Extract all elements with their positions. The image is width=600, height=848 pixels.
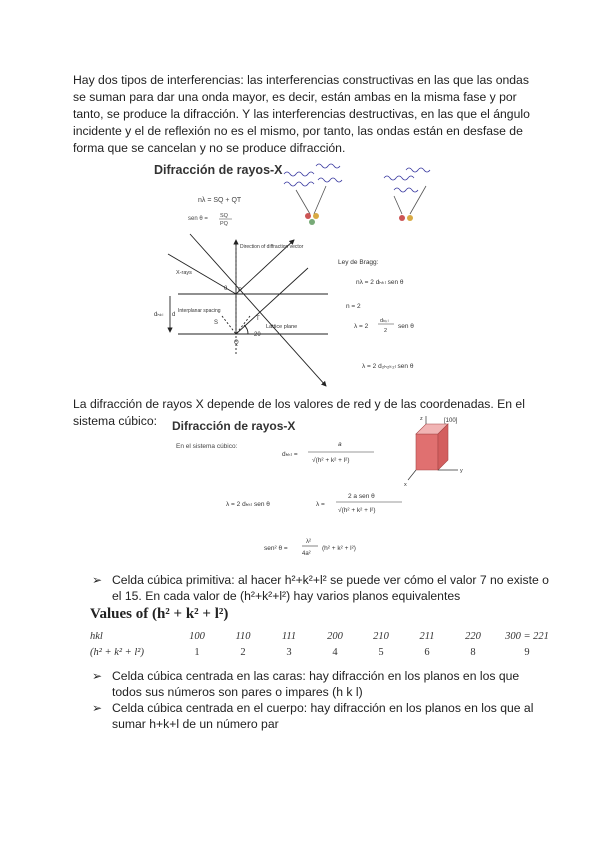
bullet-bcc [92,700,552,732]
sen-lhs: sen² θ = [264,545,288,552]
row2-label: (h² + k² + l²) [90,646,144,658]
table-cell: 211 [419,630,435,642]
table-cell: 2 [240,646,246,658]
table-cell: 110 [235,630,251,642]
table-cell: 1 [194,646,200,658]
wave-sketch-right [384,168,430,214]
row1-label: hkl [90,630,103,642]
cubic-figure [168,414,478,564]
axis-y: y [460,468,463,474]
cube-diagram [408,416,458,480]
table-cell: 5 [378,646,384,658]
table-cell: 8 [470,646,476,658]
lambda-eq-num: dₕₖₗ [380,318,389,324]
values-table [90,628,558,660]
bullet-arrow-icon: ➢ [92,701,103,715]
label-P: P [238,288,243,294]
label-theta: θ [224,286,228,292]
bullet-arrow-icon: ➢ [92,573,103,587]
label-T: T [256,316,260,322]
sen-num: λ² [306,539,311,545]
values-title: Values of (h² + k² + l²) [90,606,229,622]
table-cell: 3 [286,646,292,658]
d-eq-num: a [338,441,342,448]
label-lattice: Lattice plane [266,324,298,330]
label-2theta: 2θ [254,332,261,338]
lambda2-num: 2 a sen θ [348,493,375,500]
cube-label: [100] [444,418,458,424]
eq-sin-num: SQ [220,213,228,219]
table-row [90,644,558,660]
label-direction: Direction of diffraction vector [240,244,304,250]
bullet-fcc [92,668,552,700]
figure2-subtitle: En el sistema cúbico: [176,443,238,450]
label-d: d [172,312,176,318]
axis-x: x [404,482,407,488]
bullet-primitive [92,572,552,604]
wave-sketch-left [284,164,342,214]
table-row [90,628,558,644]
axis-z: z [420,416,423,422]
table-cell: 210 [373,630,389,642]
figure1-title: Difracción de rayos-X [154,163,283,177]
sen-rhs: (h² + k² + l²) [322,545,356,552]
label-interplanar: Interplanar spacing [178,308,221,314]
bullet-arrow-icon: ➢ [92,669,103,683]
lambda2-lhs: λ = [316,501,325,508]
d-eq-den: √(h² + k² + l²) [312,457,350,464]
table-cell: 4 [332,646,338,658]
lambda-eq-den: 2 [384,328,388,334]
intro-paragraph: Hay dos tipos de interferencias: las interferencias constructivas en las que las ondas se suman para dar una onda mayor, es decir, están ambas en la misma fase y por tanto, se produce la difracción. Y las interferencias destructivas, en las que el ángulo incidente y el de reflexión no es el mismo, por tanto, las ondas están en desfase de forma que se cancelan y no se produce difracción. [73,73,530,155]
lambda1: λ = 2 dₕₖₗ sen θ [226,501,270,508]
table-cell: 111 [281,630,297,642]
label-dhkl: dₕₖₗ [154,312,164,318]
lambda-eq-lhs: λ = 2 [354,323,369,330]
table-cell: 300 = 221 [505,630,549,642]
d-eq-lhs: dₕₖₗ = [282,451,298,458]
table-cell: 6 [424,646,430,658]
lambda2-den: √(h² + k² + l²) [338,507,376,514]
lambda-eq-rhs: sen θ [398,323,414,330]
bragg-title: Ley de Bragg: [338,259,379,266]
eq-sin-lhs: sen θ = [188,216,208,222]
bragg-eq: nλ = 2 dₕₖₗ sen θ [356,279,404,286]
label-S: S [214,320,219,326]
eq-n-lambda: nλ = SQ + QT [198,197,242,204]
para-lattice: La difracción de rayos X depende de los valores de red y de las coordenadas. En el sistema cúbico: [73,397,525,428]
bullet-primitive-text: Celda cúbica primitiva: al hacer h²+k²+l² se puede ver cómo el valor 7 no existe o el 15. En cada valor de (h²+k²+l²) hay varios planos equivalentes [112,573,549,603]
bragg-figure [148,156,448,396]
n-eq: n = 2 [346,303,361,310]
table-cell: 100 [189,630,205,642]
table-cell: 9 [524,646,530,658]
label-xrays: X-rays [176,270,192,276]
bullet-fcc-text: Celda cúbica centrada en las caras: hay difracción en los planos en los que todos sus números son pares o impares (h k l) [112,669,520,699]
bullet-bcc-text: Celda cúbica centrada en el cuerpo: hay difracción en los planos en los que al sumar h+k+l de un número par [112,701,534,731]
table-cell: 200 [327,630,343,642]
figure2-title: Difracción de rayos-X [172,419,296,433]
sen-den: 4a² [302,551,311,557]
table-cell: 220 [465,630,481,642]
label-Q: Q [234,340,239,346]
lambda-final: λ = 2 d₂ₕ₂ₖ₂ₗ sen θ [362,363,414,370]
eq-sin-den: PQ [220,221,228,227]
